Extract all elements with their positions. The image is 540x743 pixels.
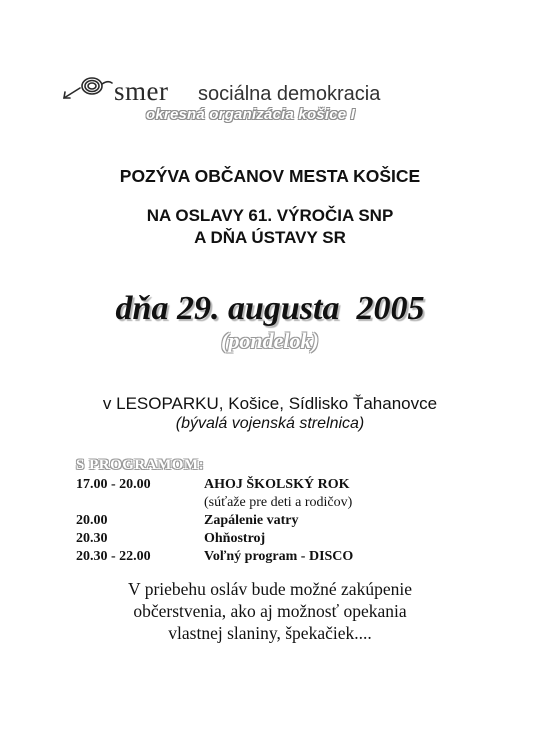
program-note: (súťaže pre deti a rodičov) (204, 495, 353, 510)
program-event: AHOJ ŠKOLSKÝ ROK (204, 477, 350, 492)
brand-name: smer (114, 76, 169, 106)
program-time: 20.30 (76, 531, 108, 546)
rose-arrow-icon (62, 74, 114, 104)
program-event: Zapálenie vatry (204, 513, 299, 528)
program-item (76, 476, 496, 494)
closing-line-1: V priebehu osláv bude možné zakúpenie (128, 579, 412, 599)
program-item (76, 530, 496, 548)
party-name: sociálna demokracia (198, 83, 381, 105)
closing-line-2: občerstvenia, ako aj možnosť opekania (133, 601, 407, 621)
program-item-note-row (76, 494, 496, 512)
occasion-line-1: NA OSLAVY 61. VÝROČIA SNP (146, 206, 394, 225)
closing-line-3: vlastnej slaniny, špekačiek.... (168, 623, 372, 643)
program-event: Voľný program - DISCO (204, 549, 354, 564)
program-item (76, 548, 496, 566)
program-heading: S PROGRAMOM: (76, 457, 205, 473)
invitation-heading: POZÝVA OBČANOV MESTA KOŠICE (119, 166, 421, 186)
closing-paragraph (0, 578, 540, 644)
venue-note: (bývalá vojenská strelnica) (175, 415, 365, 432)
organization-name: okresná organizácia košice I (146, 106, 356, 123)
program-time: 20.30 - 22.00 (76, 549, 151, 564)
program-event: Ohňostroj (204, 531, 266, 546)
program-item (76, 512, 496, 530)
venue-place: v LESOPARKU, Košice, Sídlisko Ťahanovce (102, 394, 438, 413)
occasion-heading (0, 205, 540, 249)
program-time: 17.00 - 20.00 (76, 477, 151, 492)
program-time: 20.00 (76, 513, 108, 528)
event-date: dňa 29. augusta 2005 (115, 290, 425, 327)
program-list (76, 476, 496, 566)
event-day: (pondelok) (221, 328, 319, 353)
occasion-line-2: A DŇA ÚSTAVY SR (194, 228, 346, 247)
